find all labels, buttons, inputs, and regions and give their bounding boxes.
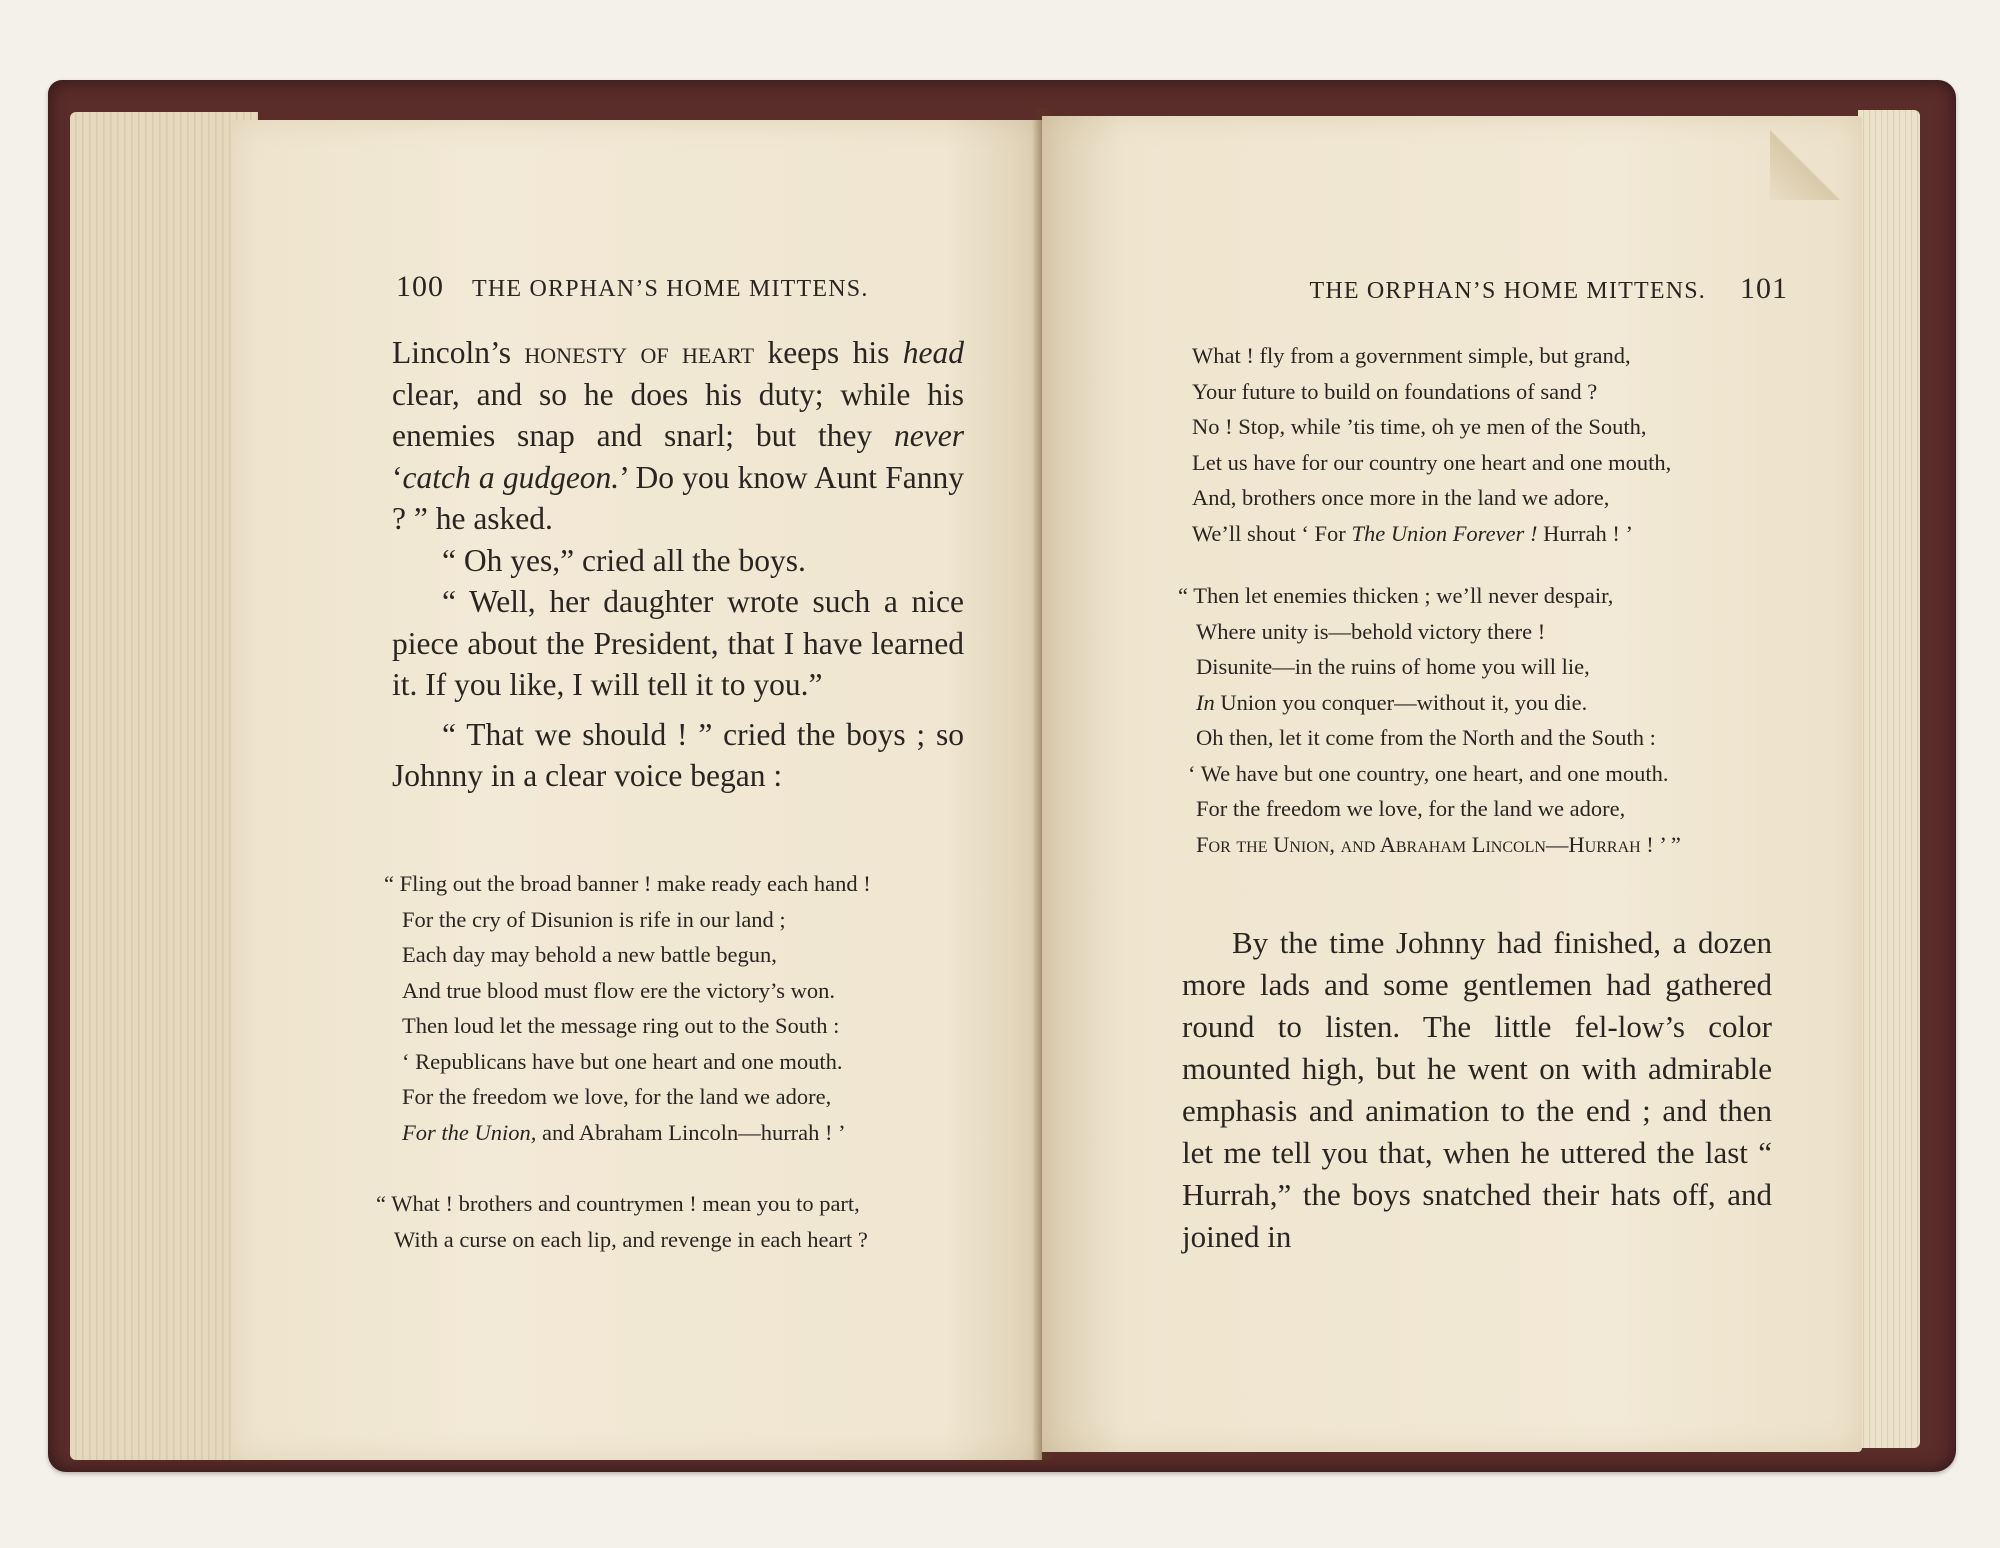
verse-line: For the cry of Disunion is rife in our land ;	[402, 906, 786, 932]
verse-line	[1178, 685, 1788, 721]
p1-smallcaps: honesty of heart	[524, 335, 755, 370]
left-verse-stanza-2	[376, 1186, 986, 1257]
verse-line: No ! Stop, while ’tis time, oh ye men of the South,	[1192, 414, 1647, 439]
verse-italic-in: In	[1196, 689, 1215, 715]
verse-text: We’ll shout ‘ For	[1192, 520, 1352, 546]
p1-text-a: Lincoln’s	[392, 335, 525, 370]
verse-line: Your future to build on foundations of sand ?	[1192, 378, 1598, 404]
verse-line: Where unity is—behold victory there !	[1196, 618, 1546, 644]
verse-line: Disunite—in the ruins of home you will lie,	[1196, 654, 1590, 679]
verse-line: For the freedom we love, for the land we adore,	[402, 1084, 832, 1109]
left-page-edges	[70, 112, 258, 1460]
left-verse-stanza-1	[384, 866, 984, 1150]
verse-line: Then loud let the message ring out to the South :	[402, 1013, 840, 1038]
verse-line: ‘ We have but one country, one heart, and one mouth.	[1188, 760, 1669, 786]
verse-line: “ Fling out the broad banner ! make ready each hand !	[384, 871, 871, 896]
verse-line: And true blood must flow ere the victory’s won.	[402, 977, 836, 1003]
p1-text-g: ‘	[392, 459, 403, 495]
verse-line: With a curse on each lip, and revenge in each heart ?	[394, 1226, 868, 1252]
right-paragraph: By the time Johnny had finished, a dozen more lads and some gentlemen had gathered round to listen. The little fel-low’s color mounted high, but he went on with admirable emphasis and animation to the end ; and then let me tell you that, when he uttered the last “ Hurrah,” the boys snatched their hats off, and joined in	[1182, 925, 1772, 1254]
left-running-head	[396, 270, 956, 304]
paragraph-2: “ Oh yes,” cried all the boys.	[442, 542, 806, 578]
p1-text-e: clear, and so he does his duty; while his enemies snap and snarl; but they	[392, 376, 964, 453]
verse-line: ‘ Republicans have but one heart and one mouth.	[402, 1048, 843, 1074]
verse-line: For the freedom we love, for the land we adore,	[1196, 796, 1626, 821]
verse-line: Let us have for our country one heart and one mouth,	[1192, 449, 1672, 475]
verse-line-last: For the Union, and Abraham Lincoln—Hurrah ! ’ ”	[1196, 831, 1681, 857]
verse-text: Hurrah ! ’	[1537, 520, 1634, 546]
verse-italic-union-forever: The Union Forever !	[1351, 520, 1538, 546]
verse-line-last	[384, 1115, 984, 1151]
right-verse-stanza-1	[1192, 338, 1792, 551]
verse-line-last	[1192, 516, 1792, 552]
left-page-number: 100	[396, 270, 444, 303]
paragraph-4: “ That we should ! ” cried the boys ; so Johnny in a clear voice began :	[392, 716, 964, 793]
right-running-head	[1254, 272, 1788, 306]
verse-text: Union you conquer—without it, you die.	[1214, 689, 1588, 715]
p1-text-i: ’ Do you know Aunt Fanny ? ” he asked.	[392, 459, 964, 536]
left-running-title: THE ORPHAN’S HOME MITTENS.	[472, 276, 869, 302]
verse-text: and Abraham Lincoln—hurrah ! ’	[536, 1119, 846, 1145]
paragraph-1	[392, 332, 964, 540]
verse-line: Oh then, let it come from the North and the South :	[1196, 725, 1656, 750]
corner-fold	[1770, 130, 1840, 200]
p1-italic-gudgeon: catch a gudgeon.	[402, 459, 620, 495]
verse-line: “ Then let enemies thicken ; we’ll never despair,	[1178, 583, 1614, 608]
verse-italic-union: For the Union,	[402, 1119, 537, 1145]
left-prose	[392, 332, 964, 797]
verse-line: “ What ! brothers and countrymen ! mean you to part,	[376, 1191, 860, 1216]
verse-line: Each day may behold a new battle begun,	[402, 942, 777, 967]
verse-line: What ! fly from a government simple, but grand,	[1192, 343, 1631, 368]
right-page-edges	[1858, 110, 1920, 1448]
verse-line: And, brothers once more in the land we adore,	[1192, 485, 1610, 510]
right-page-number: 101	[1740, 272, 1788, 305]
p1-italic-never: never	[894, 418, 964, 453]
right-prose	[1182, 922, 1772, 1258]
right-verse-stanza-2	[1178, 578, 1788, 862]
right-running-title: THE ORPHAN’S HOME MITTENS.	[1309, 278, 1706, 304]
left-page	[232, 120, 1042, 1460]
right-page	[1042, 116, 1862, 1452]
paragraph-3: “ Well, her daughter wrote such a nice piece about the President, that I have learned it. If you like, I will tell it to you.”	[392, 584, 964, 702]
p1-text-c: keeps his	[754, 335, 903, 370]
p1-italic-head: head	[902, 335, 964, 370]
